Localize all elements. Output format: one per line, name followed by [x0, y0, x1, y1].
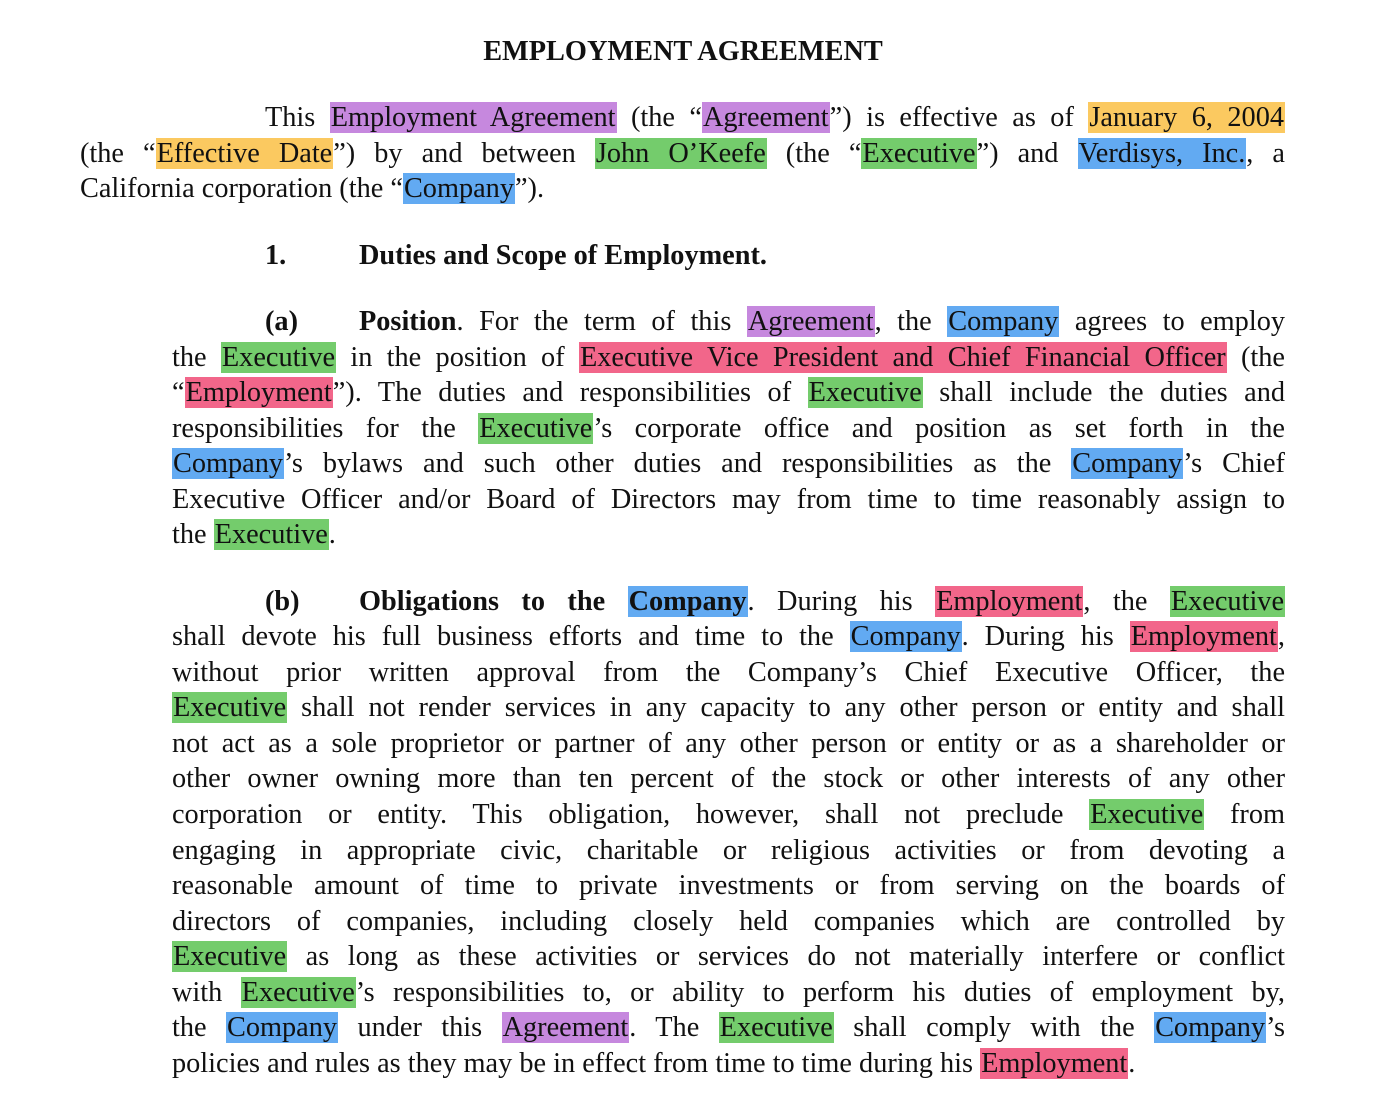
- para-b-line: [172, 868, 1285, 904]
- highlight-company: Company: [403, 173, 514, 204]
- para-b-line: [172, 1046, 1285, 1082]
- text-run: .: [1128, 1048, 1136, 1079]
- text-run: (the “: [616, 102, 702, 133]
- text-run: , a: [1246, 138, 1285, 169]
- para-a-line: [172, 446, 1285, 482]
- text-run: shall include the duties and: [922, 377, 1285, 408]
- text-run: with: [172, 977, 241, 1008]
- text-run: responsibilities for the: [172, 413, 479, 444]
- text-run: , the: [1083, 586, 1170, 617]
- text-run: shall comply with the: [833, 1012, 1155, 1043]
- section-number: 1.: [265, 240, 287, 271]
- text-run: (the: [1226, 342, 1285, 373]
- text-run: (the “: [766, 138, 862, 169]
- highlight-employment: Employment: [1130, 621, 1277, 652]
- highlight-employment: Employment: [981, 1048, 1128, 1079]
- text-run: ,: [1277, 621, 1285, 652]
- document-title: EMPLOYMENT AGREEMENT: [483, 36, 883, 67]
- text-run: ’s responsibilities to, or ability to perform his duties of employment by,: [355, 977, 1285, 1008]
- text-run: ”). The duties and responsibilities of: [332, 377, 808, 408]
- intro-line: [80, 136, 1285, 172]
- para-a-line-1: [265, 304, 1285, 340]
- para-a-line: [172, 411, 1285, 447]
- text-run: ’s bylaws and such other duties and responsibilities as the: [284, 448, 1072, 479]
- text-run: other owner owning more than ten percent of the stock or other interests of any other: [172, 763, 1285, 794]
- highlight-executive: Executive: [221, 342, 336, 373]
- para-b-line: [172, 619, 1285, 655]
- section-title: Duties and Scope of Employment.: [359, 240, 767, 271]
- text-run: the: [172, 1012, 226, 1043]
- para-a-line: [172, 340, 1285, 376]
- text-run: as long as these activities or services do not materially interfere or conflict: [287, 941, 1285, 972]
- text-run: Executive Officer and/or Board of Directors may from time to time reasonably assign to: [172, 484, 1285, 515]
- para-b-heading: Obligations to the Company: [359, 586, 747, 617]
- highlight-company: Company: [173, 448, 284, 479]
- para-b-line-1: [265, 584, 1285, 620]
- text-run: the: [172, 342, 221, 373]
- para-a-label: (a): [265, 306, 298, 337]
- text-run: shall not render services in any capacity to any other person or entity and shall: [287, 692, 1285, 723]
- text-run: without prior written approval from the Company’s Chief Executive Officer, the: [172, 657, 1285, 688]
- highlight-executive: Executive: [214, 519, 328, 550]
- text-run: California corporation (the “: [80, 173, 403, 204]
- text-run: ’s: [1266, 1012, 1285, 1043]
- highlight-executive: Executive: [173, 692, 287, 723]
- highlight-company: Company: [226, 1012, 338, 1043]
- highlight-employment: Executive Vice President and Chief Financial Officer: [579, 342, 1226, 373]
- intro-line: [265, 100, 1285, 136]
- text-run: the: [172, 519, 214, 550]
- highlight-agreement: Agreement: [702, 102, 829, 133]
- text-run: policies and rules as they may be in effect from time to time during his: [172, 1048, 981, 1079]
- text-run: “: [172, 377, 185, 408]
- highlight-executive: Executive: [1170, 586, 1285, 617]
- highlight-executive: Executive: [173, 941, 287, 972]
- highlight-agreement: Employment Agreement: [330, 102, 616, 133]
- highlight-agreement: Agreement: [747, 306, 874, 337]
- para-b-line-1-rest: [748, 586, 1285, 617]
- text-run: corporation or entity. This obligation, however, shall not preclude: [172, 799, 1090, 830]
- text-run: not act as a sole proprietor or partner of any other person or entity or as a shareholder or: [172, 728, 1285, 759]
- text-run: agrees to employ: [1059, 306, 1285, 337]
- highlight-executive: Executive: [719, 1012, 833, 1043]
- highlight-date: Effective Date: [156, 138, 333, 169]
- highlight-company: Verdisys, Inc.: [1078, 138, 1246, 169]
- text-run: (the “: [80, 138, 156, 169]
- para-a-line-1-rest: [456, 306, 1285, 337]
- highlight-company: Company: [628, 586, 747, 617]
- highlight-executive: Executive: [1090, 799, 1204, 830]
- para-a-line: [172, 517, 1285, 553]
- text-run: ”) and: [976, 138, 1078, 169]
- highlight-agreement: Agreement: [502, 1012, 629, 1043]
- text-run: This: [265, 102, 330, 133]
- highlight-executive: Executive: [808, 377, 922, 408]
- text-run: ”).: [514, 173, 545, 204]
- highlight-company: Company: [948, 306, 1059, 337]
- text-run: . During his: [961, 621, 1130, 652]
- text-run: ’s Chief: [1183, 448, 1285, 479]
- text-run: .: [328, 519, 336, 550]
- highlight-company: Company: [850, 621, 961, 652]
- para-a-line: [172, 375, 1285, 411]
- highlight-executive: Executive: [479, 413, 593, 444]
- text-run: ’s corporate office and position as set forth in the: [593, 413, 1285, 444]
- text-run: . The: [629, 1012, 719, 1043]
- text-run: , the: [874, 306, 948, 337]
- highlight-employment: Employment: [936, 586, 1083, 617]
- para-b-line: [172, 833, 1285, 869]
- para-a-heading: Position: [359, 306, 457, 337]
- section-1-heading: [265, 238, 1165, 274]
- highlight-executive: John O’Keefe: [595, 138, 766, 169]
- highlight-company: Company: [1072, 448, 1183, 479]
- text-run: from: [1204, 799, 1285, 830]
- text-run: engaging in appropriate civic, charitable or religious activities or from devoting a: [172, 835, 1285, 866]
- highlight-date: January 6, 2004: [1089, 102, 1285, 133]
- highlight-executive: Executive: [862, 138, 976, 169]
- text-run: . During his: [747, 586, 936, 617]
- para-b-line: [172, 655, 1285, 691]
- intro-line: [80, 171, 1285, 207]
- highlight-employment: Employment: [185, 377, 332, 408]
- para-b-line: [172, 690, 1285, 726]
- text-run: ”) is effective as of: [829, 102, 1089, 133]
- text-run: under this: [338, 1012, 502, 1043]
- highlight-executive: Executive: [241, 977, 355, 1008]
- para-a-line: [172, 482, 1285, 518]
- para-b-line: [172, 761, 1285, 797]
- para-b-line: [172, 904, 1285, 940]
- highlight-company: Company: [1155, 1012, 1266, 1043]
- text-run: reasonable amount of time to private investments or from serving on the boards of: [172, 870, 1285, 901]
- text-run: shall devote his full business efforts and time to the: [172, 621, 850, 652]
- para-b-label: (b): [265, 586, 300, 617]
- para-b-line: [172, 975, 1285, 1011]
- text-run: . For the term of this: [456, 306, 747, 337]
- text-run: ”) by and between: [333, 138, 595, 169]
- text-run: directors of companies, including closely held companies which are controlled by: [172, 906, 1285, 937]
- para-b-line: [172, 1010, 1285, 1046]
- para-b-line: [172, 797, 1285, 833]
- text-run: in the position of: [336, 342, 579, 373]
- para-b-line: [172, 726, 1285, 762]
- para-b-line: [172, 939, 1285, 975]
